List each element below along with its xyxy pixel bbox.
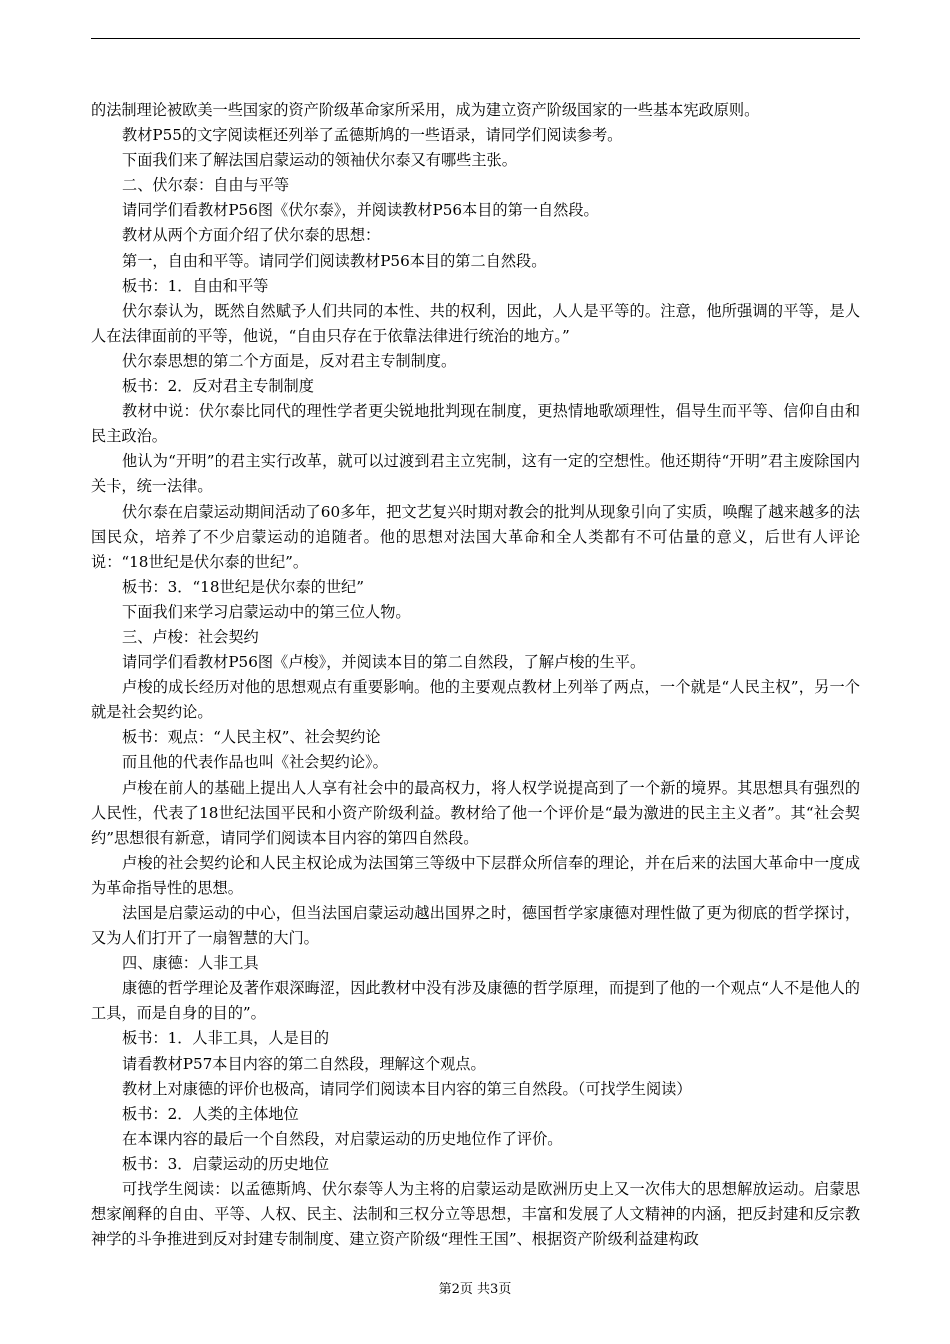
paragraph: 板书：2．反对君主专制制度 bbox=[122, 377, 314, 396]
paragraph: 他认为“开明”的君主实行改革，就可以过渡到君主立宪制，这有一定的空想性。他还期待“开明”君主废除国内关卡，统一法律。 bbox=[91, 452, 860, 496]
paragraph: 板书：1．自由和平等 bbox=[122, 276, 269, 295]
paragraph: 板书：3．启蒙运动的历史地位 bbox=[122, 1154, 330, 1173]
paragraph: 板书：3．“18世纪是伏尔泰的世纪” bbox=[122, 577, 364, 596]
paragraph: 可找学生阅读：以孟德斯鸠、伏尔泰等人为主将的启蒙运动是欧洲历史上又一次伟大的思想解放运动。启蒙思想家阐释的自由、平等、人权、民主、法制和三权分立等思想，丰富和发展了人文精神的内涵，把反封建和反宗教神学的斗争推进到反对封建专制制度、建立资产阶级“理性王国”、根据资产阶级利益建构政 bbox=[91, 1180, 860, 1249]
paragraph: 请同学们看教材P56图《伏尔泰》，并阅读教材P56本目的第一自然段。 bbox=[122, 201, 599, 220]
paragraph: 二、伏尔泰：自由与平等 bbox=[122, 176, 290, 195]
paragraph: 下面我们来了解法国启蒙运动的领袖伏尔泰又有哪些主张。 bbox=[122, 151, 517, 170]
paragraph: 板书：1．人非工具，人是目的 bbox=[122, 1029, 330, 1048]
paragraph: 下面我们来学习启蒙运动中的第三位人物。 bbox=[122, 602, 411, 621]
paragraph: 第一，自由和平等。请同学们阅读教材P56本目的第二自然段。 bbox=[122, 251, 547, 270]
paragraph: 教材P55的文字阅读框还列举了孟德斯鸠的一些语录，请同学们阅读参考。 bbox=[122, 126, 623, 145]
paragraph: 四、康德：人非工具 bbox=[122, 954, 259, 973]
document-body bbox=[91, 98, 860, 1252]
paragraph: 请看教材P57本目内容的第二自然段，理解这个观点。 bbox=[122, 1054, 486, 1073]
header-rule bbox=[91, 38, 860, 39]
paragraph: 而且他的代表作品也叫《社会契约论》。 bbox=[122, 753, 388, 772]
paragraph: 教材中说：伏尔泰比同代的理性学者更尖锐地批判现在制度，更热情地歌颂理性，倡导生而平等、信仰自由和民主政治。 bbox=[91, 402, 860, 446]
paragraph: 法国是启蒙运动的中心，但当法国启蒙运动越出国界之时，德国哲学家康德对理性做了更为彻底的哲学探讨，又为人们打开了一扇智慧的大门。 bbox=[91, 904, 860, 948]
paragraph: 请同学们看教材P56图《卢梭》，并阅读本目的第二自然段，了解卢梭的生平。 bbox=[122, 653, 646, 672]
paragraph: 教材从两个方面介绍了伏尔泰的思想： bbox=[122, 226, 381, 245]
paragraph: 板书：2．人类的主体地位 bbox=[122, 1104, 299, 1123]
paragraph: 的法制理论被欧美一些国家的资产阶级革命家所采用，成为建立资产阶级国家的一些基本宪政原则。 bbox=[91, 101, 760, 119]
paragraph: 板书：观点：“人民主权”、社会契约论 bbox=[122, 728, 381, 747]
paragraph: 伏尔泰思想的第二个方面是，反对君主专制制度。 bbox=[122, 351, 457, 370]
paragraph: 卢梭的成长经历对他的思想观点有重要影响。他的主要观点教材上列举了两点，一个就是“人民主权”，另一个就是社会契约论。 bbox=[91, 678, 860, 722]
paragraph: 卢梭在前人的基础上提出人人享有社会中的最高权力，将人权学说提高到了一个新的境界。其思想具有强烈的人民性，代表了18世纪法国平民和小资产阶级利益。教材给了他一个评价是“最为激进的民主主义者”。其“社会契约”思想很有新意，请同学们阅读本目内容的第四自然段。 bbox=[91, 778, 860, 847]
paragraph: 三、卢梭：社会契约 bbox=[122, 627, 259, 646]
paragraph: 伏尔泰在启蒙运动期间活动了60多年，把文艺复兴时期对教会的批判从现象引向了实质，唤醒了越来越多的法国民众，培养了不少启蒙运动的追随者。他的思想对法国大革命和全人类都有不可估量的意义，后世有人评论说：“18世纪是伏尔泰的世纪”。 bbox=[91, 502, 860, 571]
page-footer: 第2页 共3页 bbox=[438, 1282, 512, 1297]
paragraph: 教材上对康德的评价也极高，请同学们阅读本目内容的第三自然段。（可找学生阅读） bbox=[122, 1079, 692, 1098]
paragraph: 卢梭的社会契约论和人民主权论成为法国第三等级中下层群众所信奉的理论，并在后来的法国大革命中一度成为革命指导性的思想。 bbox=[91, 853, 860, 897]
paragraph: 伏尔泰认为，既然自然赋予人们共同的本性、共的权利，因此，人人是平等的。注意，他所强调的平等，是人人在法律面前的平等，他说，“自由只存在于依靠法律进行统治的地方。” bbox=[91, 301, 860, 345]
paragraph: 康德的哲学理论及著作艰深晦涩，因此教材中没有涉及康德的哲学原理，而提到了他的一个观点“人不是他人的工具，而是自身的目的”。 bbox=[91, 979, 860, 1023]
paragraph: 在本课内容的最后一个自然段，对启蒙运动的历史地位作了评价。 bbox=[122, 1129, 563, 1148]
